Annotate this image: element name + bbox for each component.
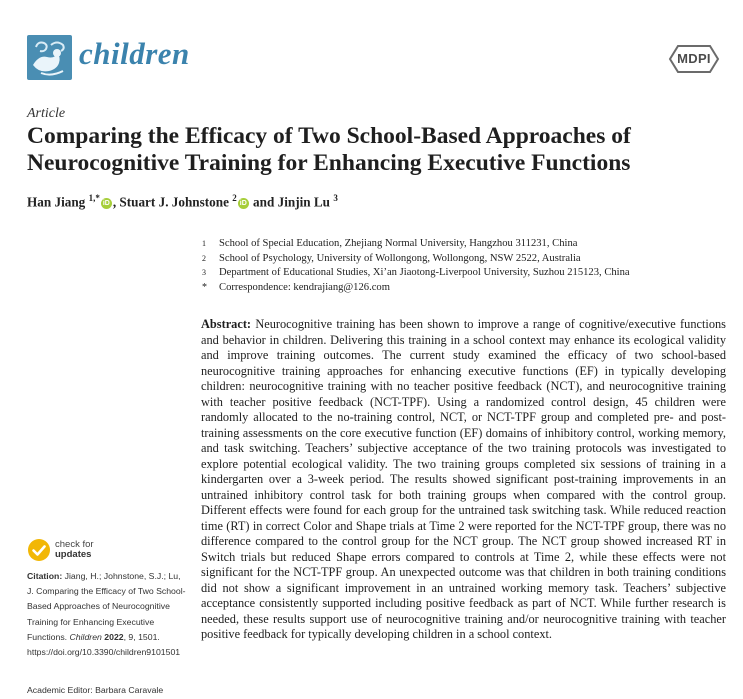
citation-journal: Children bbox=[69, 631, 102, 642]
author-separator: , bbox=[112, 194, 120, 210]
correspondence-text[interactable]: Correspondence: kendrajiang@126.com bbox=[219, 281, 390, 293]
article-type: Article bbox=[27, 106, 66, 121]
check-updates-icon bbox=[27, 538, 51, 562]
affiliation-mark: 1 bbox=[202, 239, 206, 248]
citation-block bbox=[27, 569, 187, 660]
affiliation-item bbox=[202, 252, 630, 267]
citation-doi-link[interactable]: , 9, 1501. https://doi.org/10.3390/children9101501 bbox=[27, 631, 181, 658]
affiliation-item bbox=[202, 237, 630, 252]
affiliation-mark: * bbox=[202, 281, 207, 293]
citation-authors: Jiang, H.; Johnstone, S.J.; Lu, J. Comparing the Efficacy of Two School-Based Approaches of Neurocognitive Training for Enhancing Executive Functions. bbox=[27, 571, 186, 642]
affiliation-mark: 3 bbox=[202, 268, 206, 277]
author-separator: and bbox=[249, 194, 278, 210]
academic-editor: Academic Editor: Barbara Caravale bbox=[27, 685, 164, 695]
affiliation-mark: 2 bbox=[202, 253, 206, 263]
orcid-icon[interactable]: iD bbox=[239, 200, 247, 208]
abstract-label: Abstract: bbox=[201, 317, 252, 331]
correspondence-item bbox=[202, 281, 630, 296]
check-for-updates-button[interactable] bbox=[27, 538, 94, 562]
article-title: Comparing the Efficacy of Two School-Based Approaches of Neurocognitive Training for Enhancing Executive Functions bbox=[27, 123, 631, 176]
journal-name: children bbox=[79, 36, 190, 71]
affiliation-text: School of Special Education, Zhejiang Normal University, Hangzhou 311231, China bbox=[219, 238, 578, 249]
affiliation-text: School of Psychology, University of Wollongong, Wollongong, NSW 2522, Australia bbox=[219, 252, 581, 264]
affiliation-list bbox=[202, 237, 630, 295]
citation-year: 2022 bbox=[104, 631, 124, 642]
publisher-name: MDPI bbox=[677, 51, 711, 66]
orcid-icon[interactable]: iD bbox=[102, 200, 110, 208]
author-name: Stuart J. Johnstone bbox=[119, 194, 229, 210]
abstract bbox=[201, 317, 726, 643]
journal-logo-icon bbox=[27, 35, 72, 80]
check-updates-line2: updates bbox=[55, 549, 92, 560]
check-updates-line1: check for bbox=[55, 539, 94, 550]
author-affiliation-mark: 2 bbox=[232, 193, 237, 203]
abstract-text: Neurocognitive training has been shown to improve a range of cognitive/executive functions and behavior in children. Delivering this training in a school context may enhance its ecological validity and improve training outcomes. The current study examined the efficacy of two school-based neurocognitive training approaches for enhancing executive functions (EF) in typically developing children: neurocognitive training with no teacher positive feedback (NCT), and neurocognitive training with teacher positive feedback (NCT-TPF). Using a randomized control design, 45 children were randomly allocated to the no-training control, NCT, or NCT-TPF group and completed pre- and post-training assessments on the core executive function (EF) domains of inhibitory control, working memory, and task switching. Teachers’ subjective acceptance of the two training protocols was investigated to explore potential ecological validity. The two training groups completed six sessions of training in a kindergarten over a 3-week period. The results showed significant post-training improvements in an untrained inhibitory control task for both training groups when compared with the control group. Different effects were found for each group for the untrained task switching task. While reduced reaction time (RT) in correct Color and Shape trials at Time 2 were reported for the NCT-TPF group, there was no difference compared to the control group for the NCT group. The NCT group showed increased RT in Switch trials but reduced Shape errors compared to controls at Time 2, while these effects were not significant for the NCT-TPF group. An unexpected outcome was that children in both training conditions did not show a significant improvement in an untrained working memory task. Teachers’ subjective acceptance consistently supported including positive feedback as part of NCT. While further research is needed, these results support use of neurocognitive training and/or neurocognitive training with teacher positive feedback for typically developing children in a school context. bbox=[201, 317, 726, 641]
author-affiliation-mark: 1,* bbox=[88, 193, 100, 203]
affiliation-text: Department of Educational Studies, Xi’an Jiaotong-Liverpool University, Suzhou 215123, China bbox=[219, 267, 630, 278]
affiliation-item bbox=[202, 266, 630, 281]
author-name: Jinjin Lu bbox=[277, 194, 331, 210]
author-affiliation-mark: 3 bbox=[333, 193, 338, 203]
citation-label: Citation: bbox=[27, 571, 63, 581]
author-list bbox=[27, 193, 338, 210]
author-name: Han Jiang bbox=[27, 194, 86, 210]
